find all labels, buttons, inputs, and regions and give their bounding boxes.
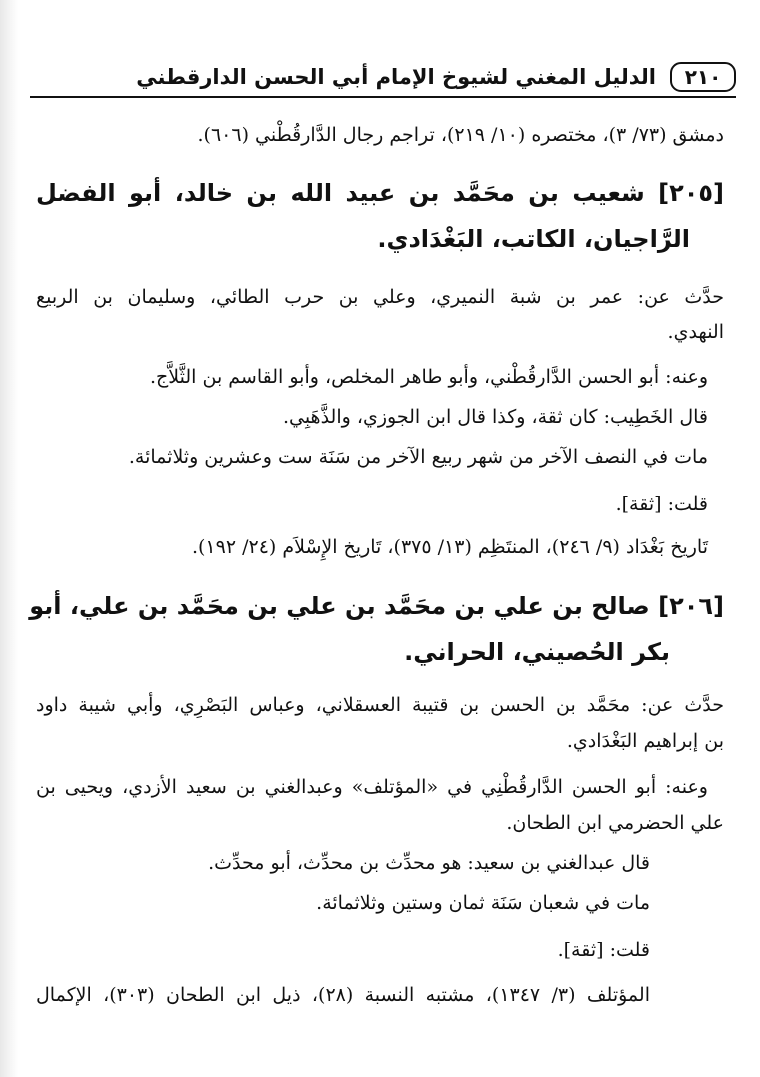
page-edge-shadow xyxy=(0,0,18,1077)
entry-206-death: مات في شعبان سَنَة ثمان وستين وثلاثمائة. xyxy=(316,892,650,914)
entry-206-references: المؤتلف (٣/ ١٣٤٧)، مشتبه النسبة (٢٨)، ذيل ابن الطحان (٣٠٣)، الإكمال xyxy=(36,984,650,1006)
entry-205-students: وعنه: أبو الحسن الدَّارقُطْني، وأبو طاهر المخلص، وأبو القاسم بن الثَّلاَّج. xyxy=(150,366,708,388)
entry-206-verdict: قلت: [ثقة]. xyxy=(557,939,650,961)
header-rule xyxy=(30,96,736,98)
page-number-box: ٢١٠ xyxy=(670,62,736,92)
entry-206-abdulghani: قال عبدالغني بن سعيد: هو محدِّث بن محدِّث، أبو محدِّث. xyxy=(208,852,650,874)
entry-206-heading-line1: [٢٠٦] صالح بن علي بن محَمَّد بن علي بن محَمَّد بن علي، أبو xyxy=(29,592,724,620)
entry-205-khatib: قال الخَطِيب: كان ثقة، وكذا قال ابن الجوزي، والذَّهَبِي. xyxy=(282,406,708,428)
entry-205-references: تَاريخ بَغْدَاد (٩/ ٢٤٦)، المنتَظِم (١٣/ ٣٧٥)، تَاريخ الإِسْلاَم (٢٤/ ١٩٢). xyxy=(191,536,708,558)
entry-206-narrated-line1: حدَّث عن: محَمَّد بن الحسن بن قتيبة العسقلاني، وعباس البَصْرِي، وأبي شيبة داود xyxy=(36,694,724,716)
entry-205-verdict: قلت: [ثقة]. xyxy=(615,493,708,515)
entry-205-death: مات في النصف الآخر من شهر ربيع الآخر من سَنَة ست وعشرين وثلاثمائة. xyxy=(128,446,708,468)
entry-205-heading-line2: الرَّاجيان، الكاتب، البَغْدَادي. xyxy=(377,225,690,253)
entry-206-students-line1: وعنه: أبو الحسن الدَّارقُطْنِي في «المؤتلف» وعبدالغني بن سعيد الأزدي، ويحيى بن xyxy=(36,776,708,798)
entry-205-heading-line1: [٢٠٥] شعيب بن محَمَّد بن عبيد الله بن خالد، أبو الفضل xyxy=(36,179,724,207)
entry-206-heading-line2: بكر الحُصيني، الحراني. xyxy=(404,638,670,666)
top-reference-line: دمشق (٧٣/ ٣)، مختصره (١٠/ ٢١٩)، تراجم رجال الدَّارقُطْني (٦٠٦). xyxy=(197,124,724,146)
running-title: الدليل المغني لشيوخ الإمام أبي الحسن الدارقطني xyxy=(136,65,656,89)
page-header xyxy=(30,60,736,100)
entry-206-students-line2: علي الحضرمي ابن الطحان. xyxy=(506,812,724,834)
entry-205-narrated-line1: حدَّث عن: عمر بن شبة النميري، وعلي بن حرب الطائي، وسليمان بن الربيع xyxy=(36,286,724,308)
entry-205-narrated-line2: النهدي. xyxy=(667,321,724,343)
entry-206-narrated-line2: بن إبراهيم البَغْدَادي. xyxy=(566,730,724,752)
